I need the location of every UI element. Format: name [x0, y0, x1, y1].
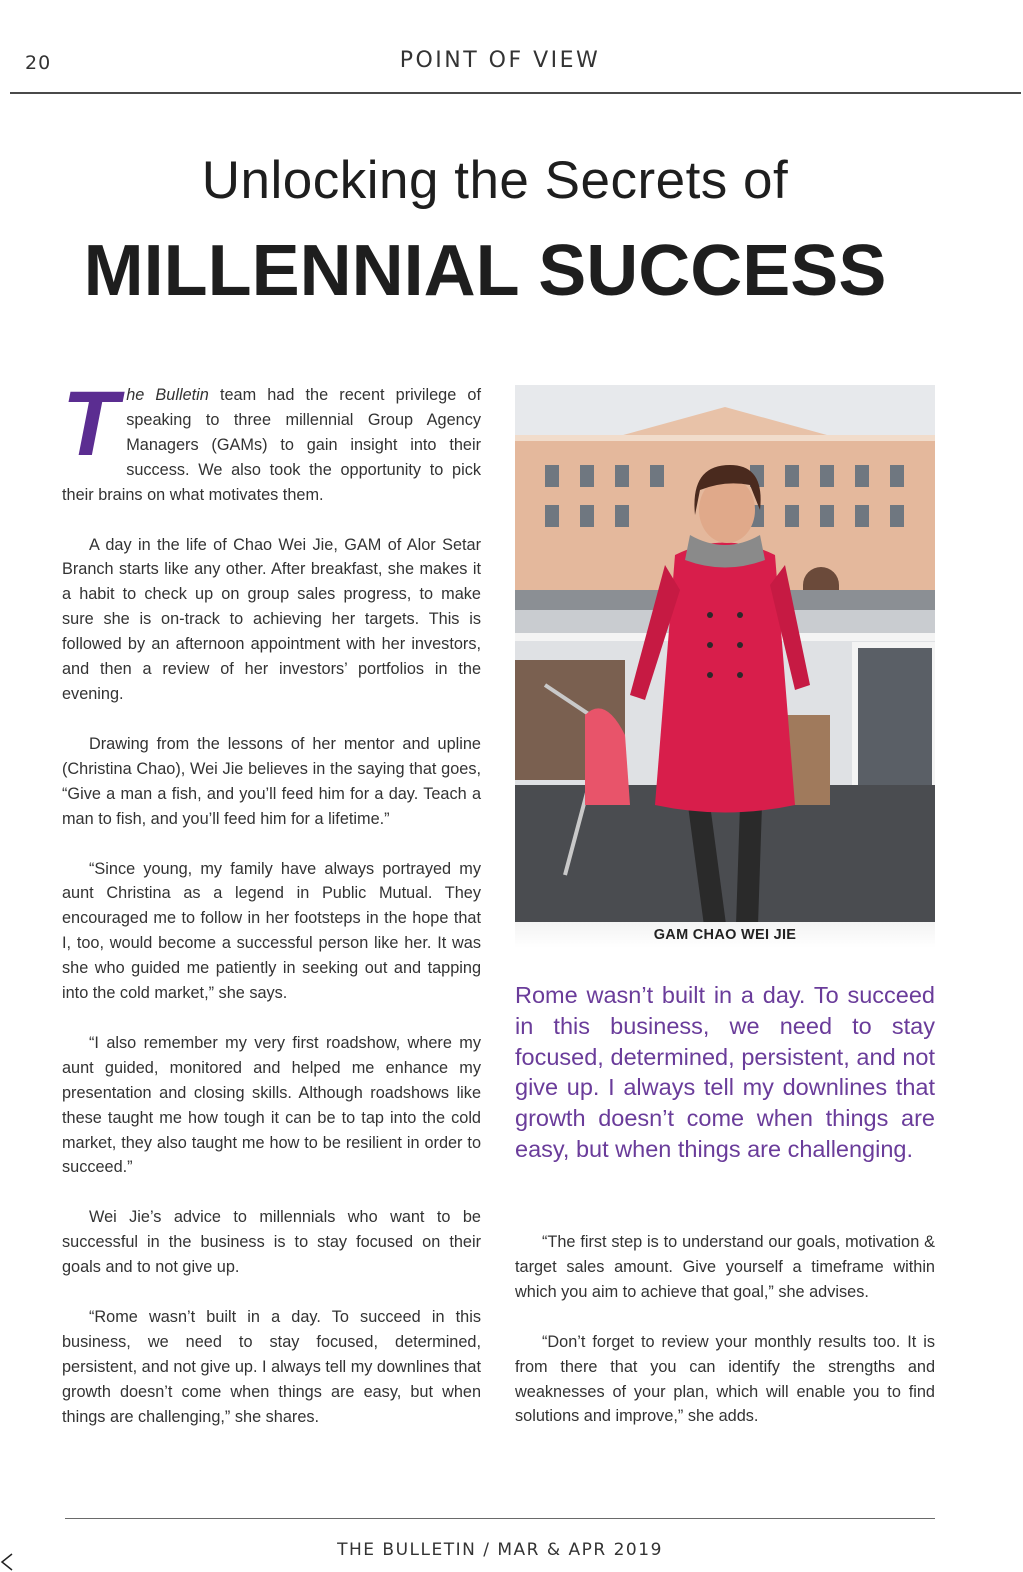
headline-line2: MILLENNIAL SUCCESS — [83, 231, 887, 311]
body-paragraph: “Rome wasn’t built in a day. To succeed in this business, we need to stay focused, determined, persistent, and not give up. I always tell my downlines that growth doesn’t come when things are easy, but when things are challenging,” she shares. — [62, 1308, 482, 1426]
body-paragraph: “I also remember my very first roadshow, where my aunt guided, monitored and helped me enhance my presentation and closing skills. Although roadshows like these taught me how tough it can be to tap into the cold market, they also taught me how to be resilient in order to succeed.” — [62, 1033, 481, 1177]
page-number: 20 — [25, 52, 52, 74]
section-label: POINT OF VIEW — [399, 48, 601, 73]
article-right-column — [515, 1230, 935, 1454]
portrait-illustration — [515, 385, 935, 922]
article-left-column — [62, 373, 482, 1455]
body-paragraph: “Since young, my family have always portrayed my aunt Christina as a legend in Public Mutual. They encouraged me to follow in her footsteps in the hope that I, too, would become a successful person like her. It was she who guided me patiently in seeking out and tapping into the cold market,” she says. — [62, 859, 481, 1003]
intro-paragraph — [62, 373, 481, 508]
headline-line1: Unlocking the Secrets of — [201, 151, 789, 210]
body-paragraph: Wei Jie’s advice to millennials who want to be successful in the business is to stay focused on their goals and to not give up. — [62, 1208, 481, 1277]
footer-rule — [65, 1518, 935, 1519]
photo-caption: GAM CHAO WEI JIE — [653, 927, 797, 943]
header-rule — [10, 92, 1021, 94]
body-paragraph: “Don’t forget to review your monthly results too. It is from there that you can identify the strengths and weaknesses of your plan, which will enable you to find solutions and improve,” she adds. — [515, 1332, 935, 1426]
portrait-photo — [515, 385, 935, 922]
body-paragraph: “The first step is to understand our goals, motivation & target sales amount. Give yourself a timeframe within which you aim to achieve that goal,” she advises. — [515, 1233, 935, 1301]
footer-text: THE BULLETIN / MAR & APR 2019 — [337, 1540, 663, 1560]
body-paragraph: A day in the life of Chao Wei Jie, GAM of Alor Setar Branch starts like any other. After breakfast, she makes it a habit to check up on group sales progress, to make sure she is on-track to achieving her targets. This is followed by an afternoon appointment with her investors, and then a review of her investors’ portfolios in the evening. — [62, 535, 481, 703]
publication-name: he Bulletin — [126, 386, 209, 404]
drop-cap: T — [62, 373, 119, 475]
page-corner-mark — [0, 1552, 14, 1572]
intro-text: team had the recent privilege of speaking to three millennial Group Agency Managers (GAMs) to gain insight into their success. We also took the opportunity to pick their brains on what motivates them. — [62, 386, 481, 504]
body-paragraph: Drawing from the lessons of her mentor and upline (Christina Chao), Wei Jie believes in the saying that goes, “Give a man a fish, and you’ll feed him for a day. Teach a man to fish, and you’ll feed him for a lifetime.” — [62, 734, 481, 828]
pull-quote: Rome wasn’t built in a day. To succeed in this business, we need to stay focused, determined, persistent, and not give up. I always tell my downlines that growth doesn’t come when things are easy, but when things are challenging. — [515, 982, 935, 1162]
